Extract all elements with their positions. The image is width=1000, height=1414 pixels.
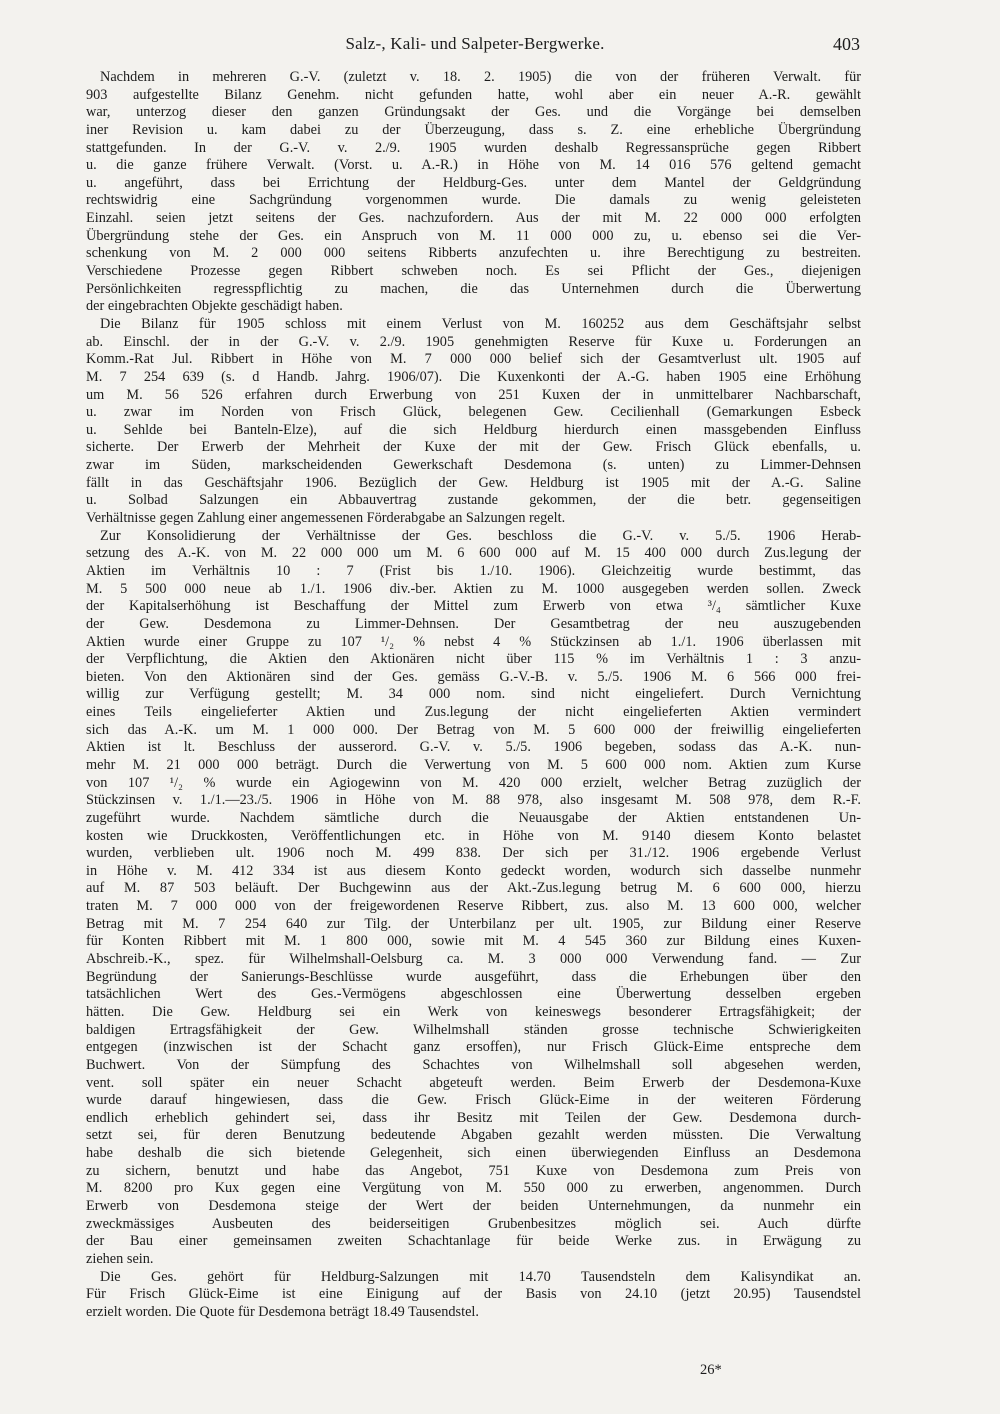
text-line: kosten wie Druckkosten, Veröffentlichungen etc. in Höhe von M. 9140 diesem Konto belastet bbox=[86, 827, 861, 844]
text-line: entgegen (inzwischen ist der Schacht ganz ersoffen), nur Frisch Glück-Eime entspreche dem bbox=[86, 1039, 861, 1056]
text-line: der Bau einer gemeinsamen zweiten Schachtanlage für beide Werke zus. in Erwägung zu bbox=[86, 1233, 861, 1250]
text-line: traten M. 7 000 000 von der freigewordenen Reserve Ribbert, zus. also M. 13 600 000, welcher bbox=[86, 898, 861, 915]
text-line: in Höhe v. M. 412 334 ist aus diesem Konto gedeckt worden, wodurch sich dasselbe nunmehr bbox=[86, 862, 861, 879]
text-line: Aktien ist lt. Beschluss der ausserord. G.-V. v. 5./5. 1906 begeben, sodass das A.-K. nun- bbox=[86, 739, 861, 756]
text-line: zwar im Süden, markscheidenden Gewerkschaft Desdemona (s. unten) zu Limmer-Dehnsen bbox=[86, 457, 861, 474]
text-line: iner Revision u. kam dabei zu der Überzeugung, dass s. Z. eine erhebliche Übergründung bbox=[86, 121, 861, 138]
text-line: auf M. 87 503 beläuft. Der Buchgewinn aus der Akt.-Zus.legung betrug M. 6 600 000, hierzu bbox=[86, 880, 861, 897]
text-line: baldigen Ertragsfähigkeit der Gew. Wilhelmshall ständen grosse technische Schwierigkeiten bbox=[86, 1021, 861, 1038]
text-line: Die Bilanz für 1905 schloss mit einem Verlust von M. 160252 aus dem Geschäftsjahr selbst bbox=[100, 315, 861, 332]
text-line: Komm.-Rat Jul. Ribbert in Höhe von M. 7 000 000 belief sich der Gesamtverlust ult. 1905 auf bbox=[86, 351, 861, 368]
text-line: war, unterzog dieser den ganzen Gründungsakt der Ges. und die Vorgänge bei demselben bbox=[86, 104, 861, 121]
text-line: M. 8200 pro Kux gegen eine Vergütung von M. 550 000 zu erwerben, angenommen. Durch bbox=[86, 1180, 861, 1197]
text-line: hätten. Die Gew. Heldburg sei ein Werk von keineswegs besonderer Ertragsfähigkeit; der bbox=[86, 1003, 861, 1020]
text-line: Aktien im Verhältnis 10 : 7 (Frist bis 1./10. 1906). Gleichzeitig wurde bestimmt, das bbox=[86, 562, 861, 579]
text-line: Erwerb von Desdemona steige der Wert der beiden Unternehmungen, da nunmehr ein bbox=[86, 1198, 861, 1214]
sheet-signature: 26* bbox=[700, 1362, 722, 1378]
text-line: Übergründung stehe der Ges. ein Anspruch von M. 11 000 000 zu, u. ebenso sei die Ver- bbox=[86, 227, 861, 244]
text-line: mehr M. 21 000 000 beträgt. Durch die Verwertung von M. 5 600 000 nom. Aktien zum Kurse bbox=[86, 756, 861, 773]
text-line: Zur Konsolidierung der Verhältnisse der Ges. beschloss die G.-V. v. 5./5. 1906 Herab- bbox=[100, 527, 861, 544]
text-line: wurden, verblieben ult. 1906 noch M. 499 838. Der sich per 31./12. 1906 ergebende Verlust bbox=[86, 845, 861, 862]
text-line: setzung des A.-K. von M. 22 000 000 um M. 6 600 000 auf M. 15 400 000 durch Zus.legung der bbox=[86, 545, 861, 562]
text-line: für Konten Ribbert mit M. 1 800 000, sowie mit M. 4 545 360 zur Bildung eines Kuxen- bbox=[86, 933, 861, 950]
text-line: Für Frisch Glück-Eime ist eine Einigung auf der Basis von 24.10 (jetzt 20.95) Tausendstel bbox=[86, 1286, 861, 1303]
text-line: u. zwar im Norden von Frisch Glück, belegenen Gew. Cecilienhall (Gemarkungen Esbeck bbox=[86, 404, 861, 421]
text-line: M. 7 254 639 (s. d Handb. Jahrg. 1906/07). Die Kuxenkonti der A.-G. haben 1905 eine Erhöhung bbox=[86, 368, 861, 385]
text-line: zu sichern, benutzt und habe das Angebot, 751 Kuxe von Desdemona zum Preis von bbox=[86, 1162, 861, 1179]
text-line: Aktien wurde einer Gruppe zu 107 ¹/₂ % nebst 4 % Stückzinsen ab 1./1. 1906 überlassen mit bbox=[86, 633, 861, 650]
text-line: um M. 56 526 erfahren durch Erwerbung von 251 Kuxen der in unmittelbarer Nachbarschaft, bbox=[86, 386, 861, 403]
text-line: tatsächlichen Wert des Ges.-Vermögens abgeschlossen eine Überwertung desselben ergeben bbox=[86, 986, 861, 1003]
body-text bbox=[86, 69, 861, 1321]
text-line: der Kapitalserhöhung ist Beschaffung der Mittel zum Erwerb von etwa ³/₄ sämtlicher Kuxe bbox=[86, 598, 861, 615]
text-line: bieten. Von den Aktionären sind der Ges. gemäss G.-V.-B. v. 5./5. 1906 M. 6 566 000 frei- bbox=[86, 668, 861, 685]
text-line: setzt sei, für deren Benutzung bedeutende Abgaben gezahlt werden müssten. Die Verwaltung bbox=[86, 1127, 861, 1144]
text-line: ab. Einschl. der in der G.-V. v. 2./9. 1905 genehmigten Reserve für Kuxe u. Forderungen an bbox=[86, 333, 861, 350]
text-line: Nachdem in mehreren G.-V. (zuletzt v. 18. 2. 1905) die von der früheren Verwalt. für bbox=[100, 69, 861, 85]
page-number: 403 bbox=[833, 34, 860, 54]
text-line: Betrag mit M. 7 254 640 zur Tilg. der Unterbilanz per ult. 1905, zur Bildung einer Reserve bbox=[86, 915, 861, 932]
text-line: der Verpflichtung, die Aktien den Aktionären nicht über 115 % im Verhältnis 1 : 3 anzu- bbox=[86, 651, 861, 668]
text-line: Buchwert. Von der Sümpfung des Schachtes von Wilhelmshall soll abgesehen werden, bbox=[86, 1056, 861, 1073]
text-line: endlich erheblich gehindert sei, dass ihr Besitz mit Teilen der Gew. Desdemona durch- bbox=[86, 1109, 861, 1126]
text-line: zweckmässiges Ausbeuten des beiderseitigen Grubenbesitzes möglich sei. Auch dürfte bbox=[86, 1215, 861, 1232]
text-line: Die Ges. gehört für Heldburg-Salzungen mit 14.70 Tausendsteln dem Kalisyndikat an. bbox=[100, 1268, 861, 1285]
text-line: Persönlichkeiten regresspflichtig zu machen, die das Unternehmen durch die Überwertung bbox=[86, 280, 861, 297]
text-line: rechtswidrig eine Sachgründung vorgenommen wurde. Die damals zu wenig geleisteten bbox=[86, 192, 861, 209]
text-line: eines Teils eingelieferter Aktien und Zus.legung der nicht eingelieferten Aktien vermindert bbox=[86, 704, 861, 721]
page-header bbox=[90, 34, 860, 60]
text-line: stattgefunden. In der G.-V. v. 2./9. 1905 wurden deshalb Regressansprüche gegen Ribbert bbox=[86, 139, 861, 156]
text-line: u. Solbad Salzungen ein Abbauvertrag zustande gekommen, der die betr. gegenseitigen bbox=[86, 492, 861, 509]
text-line: Begründung der Sanierungs-Beschlüsse wurde ausgeführt, dass die Erhebungen über den bbox=[86, 968, 861, 985]
text-line: habe deshalb die sich bietende Gelegenheit, sich einen überwiegenden Einfluss an Desdemona bbox=[86, 1145, 861, 1162]
text-line: Verhältnisse gegen Zahlung einer angemessenen Förderabgabe an Salzungen regelt. bbox=[86, 510, 566, 527]
text-line: M. 5 500 000 neue ab 1./1. 1906 div.-ber. Aktien zu M. 1000 ausgegeben werden sollen. Zweck bbox=[86, 580, 861, 597]
text-line: sicherte. Der Erwerb der Mehrheit der Kuxe der mit der Gew. Frisch Glück ebenfalls, u. bbox=[86, 439, 861, 456]
text-line: vent. soll später ein neuer Schacht abgeteuft werden. Beim Erwerb der Desdemona-Kuxe bbox=[86, 1074, 861, 1091]
text-line: zugeführt wurde. Nachdem sämtliche durch die Neuausgabe der Aktien entstandenen Un- bbox=[86, 809, 861, 826]
text-line: Verschiedene Prozesse gegen Ribbert schweben noch. Es sei Pflicht der Ges., diejenigen bbox=[86, 263, 861, 280]
text-line: der Gew. Desdemona zu Limmer-Dehnsen. Der Gesamtbetrag der neu auszugebenden bbox=[86, 615, 861, 632]
text-line: willig zur Verfügung gestellt; M. 34 000 nom. sind nicht eingeliefert. Durch Vernichtung bbox=[86, 686, 861, 703]
text-line: schenkung von M. 2 000 000 seitens Ribberts anzufechten u. ihre Berechtigung zu bestreiten. bbox=[86, 245, 861, 262]
text-line: der eingebrachten Objekte geschädigt haben. bbox=[86, 298, 343, 315]
text-line: 903 aufgestellte Bilanz Genehm. nicht gefunden hatte, wohl aber ein neuer A.-R. gewählt bbox=[86, 86, 861, 103]
text-line: u. die ganze frühere Verwalt. (Vorst. u. A.-R.) in Höhe von M. 14 016 576 geltend gemacht bbox=[86, 157, 861, 174]
text-line: Abschreib.-K., spez. für Wilhelmshall-Oelsburg ca. M. 3 000 000 Verwendung fand. — Zur bbox=[86, 951, 861, 968]
text-line: ziehen sein. bbox=[86, 1250, 154, 1267]
text-line: sich das A.-K. um M. 1 000 000. Der Betrag von M. 5 600 000 der freiwillig eingelieferten bbox=[86, 721, 861, 738]
text-line: Einzahl. seien jetzt seitens der Ges. nachzufordern. Aus der mit M. 22 000 000 erfolgten bbox=[86, 210, 861, 227]
text-line: erzielt worden. Die Quote für Desdemona beträgt 18.49 Tausendstel. bbox=[86, 1303, 479, 1320]
text-line: u. Sehlde bei Banteln-Elze), auf die sich Heldburg hierdurch einen massgebenden Einfluss bbox=[86, 421, 861, 438]
text-line: u. angeführt, dass bei Errichtung der Heldburg-Ges. unter dem Mantel der Geldgründung bbox=[86, 174, 861, 191]
text-line: fällt in das Geschäftsjahr 1906. Bezüglich der Gew. Heldburg ist 1905 mit der A.-G. Saline bbox=[86, 474, 861, 491]
text-line: von 107 ¹/₂ % wurde ein Agiogewinn von M. 420 000 erzielt, welcher Betrag zuzüglich der bbox=[86, 774, 861, 791]
text-line: Stückzinsen v. 1./1.—23./5. 1906 in Höhe von M. 88 978, also insgesamt M. 508 978, dem R.-F. bbox=[86, 792, 861, 809]
text-line: wurde darauf hingewiesen, dass die Gew. Frisch Glück-Eime in der weiteren Förderung bbox=[86, 1092, 861, 1109]
running-title: Salz-, Kali- und Salpeter-Bergwerke. bbox=[345, 34, 605, 53]
